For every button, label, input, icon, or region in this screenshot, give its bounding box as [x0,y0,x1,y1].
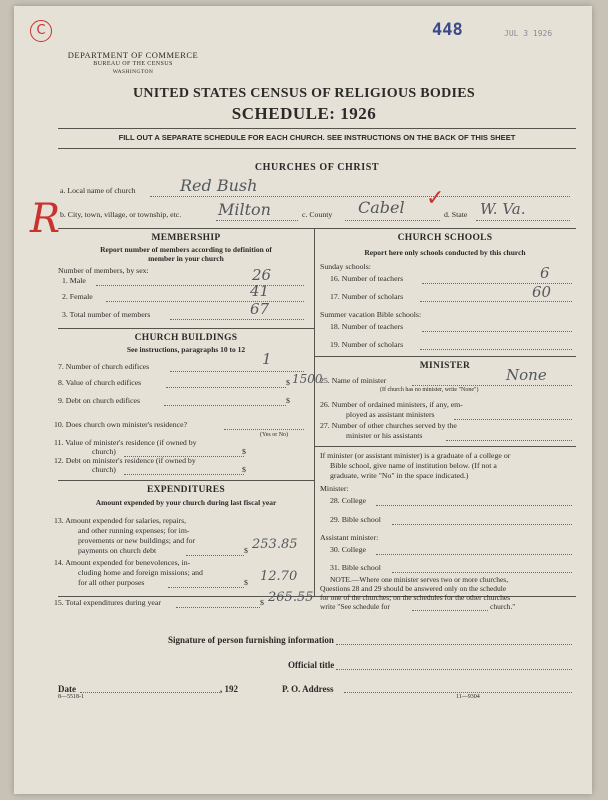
print-code: 11—9304 [456,694,480,700]
q11-dollar: $ [242,447,246,456]
graduate-instruction-2: Bible school, give name of institution below. (If not a [330,461,497,470]
date-label: Date [58,684,76,694]
state-label: d. State [444,210,468,219]
q27-label-1: 27. Number of other churches served by the [320,421,457,430]
washington-label: WASHINGTON [112,69,154,75]
minister-title: MINISTER [419,361,471,371]
q8-dollar: $ [286,378,290,387]
membership-title: MEMBERSHIP [151,233,221,243]
q16-teachers-value: 6 [540,264,550,282]
denomination-title: CHURCHES OF CHRIST [254,162,380,173]
minister-note-1: NOTE.—Where one minister serves two or more churches, [330,575,509,584]
q12-dollar: $ [242,465,246,474]
q1-male-label: 1. Male [62,276,86,285]
county-label: c. County [302,210,333,219]
q10-residence-label: 10. Does church own minister's residence? [54,420,188,429]
minister-sub-label: Minister: [320,484,349,493]
county-value: Cabel [358,198,405,217]
q25-minister-name-label: 25. Name of minister [320,376,387,385]
bureau-label: BUREAU OF THE CENSUS [93,61,173,67]
minister-note-2: Questions 28 and 29 should be answered only on the schedule [320,584,507,593]
instruction-banner: FILL OUT A SEPARATE SCHEDULE FOR EACH CHURCH. SEE INSTRUCTIONS ON THE BACK OF THIS SHEET [118,133,516,142]
form-subtitle: SCHEDULE: 1926 [231,104,377,123]
official-title-label: Official title [288,660,335,670]
q19-scholars-label: 19. Number of scholars [330,340,404,349]
q13-label-4: payments on church debt [78,546,157,555]
q28-college-label: 28. College [330,496,366,505]
q17-scholars-label: 17. Number of scholars [330,292,404,301]
sunday-schools-label: Sunday schools: [320,262,371,271]
yes-no-hint: (Yes or No) [260,432,289,438]
minister-note-4-end: church." [490,602,516,611]
year-label: , 192 [220,684,238,694]
q15-value: 265.55 [268,590,314,605]
q31-bible-school-label: 31. Bible school [330,563,381,572]
q15-total-label: 15. Total expenditures during year [54,598,161,607]
po-address-label: P. O. Address [282,684,334,694]
minister-note-3: for one of the churches; on the schedules for the other churches [320,593,511,602]
q30-college-label: 30. College [330,545,366,554]
q18-teachers-label: 18. Number of teachers [330,322,404,331]
q26-label-2: ployed as assistant ministers [346,410,435,419]
q13-label-2: and other running expenses; for im- [78,526,190,535]
q13-label-3: provements or new buildings; and for [78,536,196,545]
form-number: 8—5518-1 [58,694,84,700]
q29-bible-school-label: 29. Bible school [330,515,381,524]
q15-dollar: $ [260,598,264,607]
q16-teachers-label: 16. Number of teachers [330,274,404,283]
local-name-label: a. Local name of church [60,186,136,195]
minister-note-4: write "See schedule for [320,602,390,611]
q25-minister-name-value: None [506,366,547,384]
q7-edifices-label: 7. Number of church edifices [58,362,150,371]
signature-label: Signature of person furnishing information [168,635,334,645]
q2-female-value: 41 [250,282,270,300]
schools-note: Report here only schools conducted by this church [364,248,526,257]
q12-residence-debt-label-2: church) [92,465,116,474]
members-by-sex-label: Number of members, by sex: [58,266,149,275]
q14-label-1: 14. Amount expended for benevolences, in- [54,558,191,567]
q9-debt-label: 9. Debt on church edifices [58,396,141,405]
membership-note-2: member in your church [148,254,224,263]
q14-value: 12.70 [260,569,298,584]
q17-scholars-value: 60 [532,283,552,301]
buildings-title: CHURCH BUILDINGS [134,333,238,343]
local-name-value: Red Bush [180,176,258,195]
q11-residence-value-label-2: church) [92,447,116,456]
big-r-mark: R [30,196,61,242]
expenditures-note: Amount expended by your church during last fiscal year [95,498,277,507]
circled-letter-mark: C [30,20,52,42]
summer-schools-label: Summer vacation Bible schools: [320,310,422,319]
q8-value: 1500 [292,372,323,386]
q13-value: 253.85 [252,537,298,552]
stamp-date: JUL 3 1926 [504,29,553,38]
graduate-instruction-1: If minister (or assistant minister) is a graduate of a college or [320,451,511,460]
q1-male-value: 26 [252,266,272,284]
expenditures-title: EXPENDITURES [146,485,226,495]
q3-total-members-label: 3. Total number of members [62,310,151,319]
q2-female-label: 2. Female [62,292,93,301]
city-value: Milton [218,200,271,219]
membership-note-1: Report number of members according to definition of [100,245,272,254]
department-label: DEPARTMENT OF COMMERCE [67,50,199,60]
q7-edifices-value: 1 [262,350,272,368]
county-checkmark: ✓ [426,186,445,211]
buildings-note: See instructions, paragraphs 10 to 12 [126,345,246,354]
city-label: b. City, town, village, or township, etc. [60,210,182,219]
q25-minister-name-note: (If church has no minister, write "None") [380,387,479,393]
assistant-minister-label: Assistant minister: [320,533,379,542]
form-title: UNITED STATES CENSUS OF RELIGIOUS BODIES [132,86,475,101]
q11-residence-value-label-1: 11. Value of minister's residence (if owned by [54,438,197,447]
schools-title: CHURCH SCHOOLS [397,233,493,243]
q14-label-2: cluding home and foreign missions; and [78,568,203,577]
q13-dollar: $ [244,546,248,555]
q8-value-label: 8. Value of church edifices [58,378,142,387]
q14-dollar: $ [244,578,248,587]
q14-label-3: for all other purposes [78,578,145,587]
q12-residence-debt-label-1: 12. Debt on minister's residence (if owned by [54,456,196,465]
q13-label-1: 13. Amount expended for salaries, repairs, [54,516,187,525]
q3-total-members-value: 67 [250,300,270,318]
state-value: W. Va. [480,200,526,218]
q27-label-2: minister or his assistants [346,431,423,440]
q9-dollar: $ [286,396,290,405]
q26-label-1: 26. Number of ordained ministers, if any, em- [320,400,463,409]
stamp-number: 448 [432,20,463,40]
graduate-instruction-3: graduate, write "No" in the space indicated.) [330,471,469,480]
